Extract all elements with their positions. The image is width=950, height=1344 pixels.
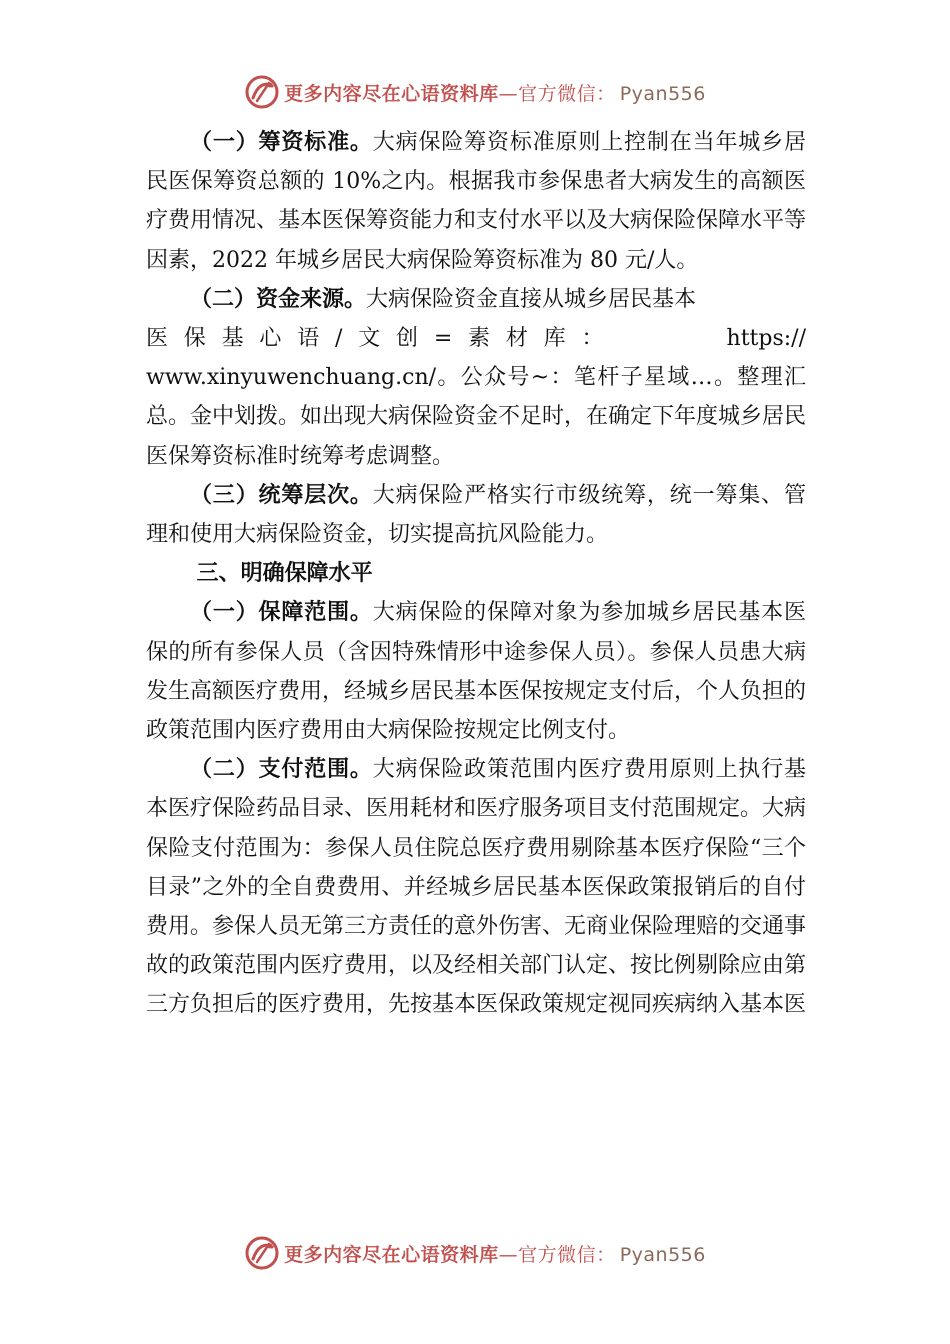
paragraph-text: 大病保险严格实行市级统筹，统一筹集、管理和使用大病保险资金，切实提高抗风险能力。 (146, 482, 806, 548)
banner-text (284, 1240, 706, 1267)
paragraph-lead: （一）筹资标准。 (190, 129, 373, 155)
banner-part1: 更多内容尽在心语资料库 (284, 1243, 499, 1266)
paragraph-coverage-scope (146, 593, 806, 750)
footer-watermark-banner (0, 1233, 950, 1273)
paragraph-text: 大病保险的保障对象为参加城乡居民基本医保的所有参保人员（含因特殊情形中途参保人员）。参保人员患大病发生高额医疗费用，经城乡居民基本医保按规定支付后，个人负担的政策范围内医疗费用由大病保险按规定比例支付。 (146, 600, 807, 744)
banner-text (284, 79, 706, 106)
header-watermark-banner (0, 72, 950, 112)
paragraph-lead: （三）统筹层次。 (190, 481, 373, 508)
paragraph-text: 大病保险资金直接从城乡居民基本 (366, 286, 697, 312)
paragraph-funding-source-tail (146, 358, 806, 476)
document-body (146, 123, 806, 1025)
banner-part2: —官方微信： (498, 1243, 616, 1266)
paragraph-tail: www.xinyuwenchuang.cn/。公众号~：笔杆子星域…。整理汇总。金中划拨。如出现大病保险资金不足时，在确定下年度城乡居民医保筹资标准时统筹考虑调整。 (146, 365, 807, 469)
paragraph-text: 大病保险筹资标准原则上控制在当年城乡居民医保筹资总额的 10%之内。根据我市参保患者大病发生的高额医疗费用情况、基本医保筹资能力和支付水平以及大病保险保障水平等因素，2022 年城乡居民大病保险筹资标准为 80 元/人。 (146, 130, 807, 273)
banner-part3: Pyan556 (619, 1243, 706, 1266)
paragraph-text: 大病保险政策范围内医疗费用原则上执行基本医疗保险药品目录、医用耗材和医疗服务项目支付范围规定。大病保险支付范围为：参保人员住院总医疗费用剔除基本医疗保险“三个目录”之外的全自费费用、并经城乡居民基本医保政策报销后的自付费用。参保人员无第三方责任的意外伤害、无商业保险理赔的交通事故的政策范围内医疗费用，以及经相关部门认定、按比例剔除应由第三方负担后的医疗费用，先按基本医保政策规定视同疾病纳入基本医 (146, 757, 807, 1018)
banner-part1: 更多内容尽在心语资料库 (284, 82, 499, 105)
banner-part3: Pyan556 (619, 82, 706, 105)
paragraph-pooling-level (146, 476, 806, 554)
red-circle-logo-icon (244, 74, 280, 110)
section-heading: 三、明确保障水平 (196, 561, 373, 587)
url-line: https:// (726, 326, 806, 352)
red-circle-logo-icon (244, 1235, 280, 1271)
banner-part2: —官方微信： (498, 82, 616, 105)
spaced-line: 医保基心语/文创=素材库： (146, 326, 620, 352)
paragraph-lead: （二）支付范围。 (190, 756, 373, 783)
paragraph-funding-source-spaced (146, 319, 806, 358)
paragraph-payment-scope (146, 750, 806, 1024)
paragraph-lead: （二）资金来源。 (190, 285, 367, 312)
paragraph-lead: （一）保障范围。 (190, 599, 373, 626)
paragraph-funding-standard (146, 123, 806, 280)
paragraph-funding-source (146, 280, 806, 319)
